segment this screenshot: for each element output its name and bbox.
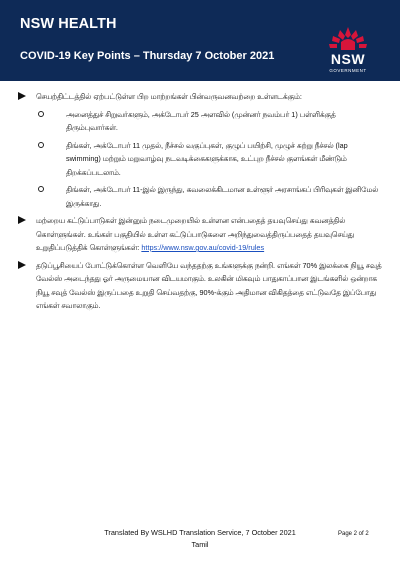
sub-item-text: திங்கள், அக்டோபர் 11-இல் இருந்து, கவலைக்கிடமான உள்ளூர் அரசாங்கப் பிரிவுகள் இனிமேல் இருக்காது. bbox=[66, 185, 379, 208]
circle-outline-icon bbox=[38, 142, 44, 148]
logo-wordmark: NSW bbox=[330, 51, 366, 67]
sub-list-item bbox=[0, 183, 400, 210]
page-header bbox=[0, 0, 400, 81]
logo-subtext: GOVERNMENT bbox=[329, 68, 367, 73]
waratah-flower-icon bbox=[327, 26, 369, 52]
list-item bbox=[0, 214, 400, 255]
key-points bbox=[0, 90, 400, 313]
bullet-text: செயற்திட்டத்தில் ஏற்பட்டுள்ள பிற மாற்றங்கள் பின்வருவனவற்றை உள்ளடக்கும்: bbox=[36, 92, 302, 101]
bullet-text: மற்றைய கட்டுப்பாடுகள் இன்னும் நடைமுறையில் உள்ளன என்பதைத் தயவுசெய்து கவனத்தில் கொள்ளுங்கள். உங்கள் பகுதியில் உள்ள கட்டுப்பாடுகளை அறிந்துவைத்திருப்பதைத் தயவுசெய்து உறுதிப்படுத்திக் கொள்ளுங்கள்: bbox=[36, 216, 355, 252]
sub-item-text: திங்கள், அக்டோபர் 11 முதல், நீச்சல் வகுப்புகள், குழுப் பயிற்சி, முழுச் சுற்று நீச்சல் (lap swimming) மற்றும் மறுவாழ்வு நடவடிக்கைகளுக்காக, உட்புற நீச்சல் குளங்கள் மீண்டும் திறக்கப்படலாம். bbox=[66, 140, 348, 177]
sub-item-text: அனைத்துச் சிறுவர்களும், அக்டோபர் 25 அளவில் (முன்னர் நவம்பர் 1) பள்ளிக்குத் திரும்புவார்கள். bbox=[66, 109, 336, 132]
triangle-right-icon bbox=[17, 260, 27, 270]
sub-list-item bbox=[0, 108, 400, 135]
nsw-government-logo bbox=[322, 26, 374, 78]
list-item bbox=[0, 90, 400, 104]
header-title: NSW HEALTH bbox=[20, 16, 117, 32]
header-subtitle: COVID-19 Key Points – Thursday 7 October 2021 bbox=[20, 50, 275, 62]
circle-outline-icon bbox=[38, 186, 44, 192]
footer-translation-line: Translated By WSLHD Translation Service, 7 October 2021 bbox=[104, 528, 296, 537]
footer-credit bbox=[100, 527, 300, 551]
circle-outline-icon bbox=[38, 111, 44, 117]
sub-list-item bbox=[0, 139, 400, 180]
triangle-right-icon bbox=[17, 91, 27, 101]
list-item bbox=[0, 259, 400, 313]
footer-language: Tamil bbox=[191, 540, 209, 549]
bullet-text: தடுப்பூசியைப் போட்டுக்கொள்ள வெளியே வந்ததற்கு உங்களுக்கு நன்றி. எங்கள் 70% இலக்கை நியூ சவுத் வேல்ஸ் அடைந்தது ஓர் அருமையான விடயமாகும். உலகின் மிகவும் பாதுகாப்பான இடங்களில் ஒன்றாக நியூ சவுத் வேல்ஸ் இருப்பதை உறுதி செய்வதற்கு, 90%-க்கும் அதிமான விகிதத்தை எட்டுவதே இப்போது எங்கள் சவாலாகும். bbox=[36, 260, 382, 310]
covid-rules-link[interactable]: https://www.nsw.gov.au/covid-19/rules bbox=[141, 243, 265, 252]
page-number: Page 2 of 2 bbox=[338, 531, 369, 537]
triangle-right-icon bbox=[17, 215, 27, 225]
